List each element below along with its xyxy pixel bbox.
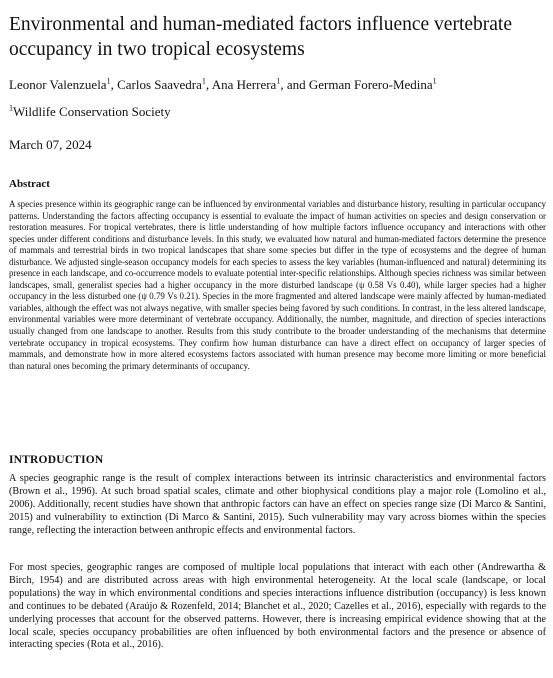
author-separator: , <box>110 77 118 92</box>
author-separator: , <box>205 77 212 92</box>
author-name: Carlos Saavedra <box>117 77 202 92</box>
affiliation-mark: 1 <box>201 76 206 86</box>
affiliation-name: Wildlife Conservation Society <box>13 104 171 119</box>
author-name: German Forero-Medina <box>308 77 433 92</box>
author-separator: , and <box>280 77 309 92</box>
affiliation-mark: 1 <box>276 76 281 86</box>
affiliation <box>9 104 549 120</box>
author-list <box>9 77 549 93</box>
affiliation-mark: 1 <box>432 76 437 86</box>
affiliation-mark: 1 <box>9 103 13 113</box>
introduction-paragraph: A species geographic range is the result of complex interactions between its intrinsic characteristics and environmental factors (Brown et al., 1996). At such broad spatial scales, climate and other biophysical conditions play a major role (Lomolino et al., 2006). Additionally, recent studies have shown that anthropic factors can have an effect on species range size (Di Marco & Santini, 2015) and vulnerability to extinction (Di Marco & Santini, 2015). Such vulnerability may vary across biomes within the species range, reflecting the interaction between anthropic effects and environmental factors. <box>9 473 546 536</box>
author-name: Ana Herrera <box>211 77 277 92</box>
paper-title: Environmental and human-mediated factors influence vertebrate occupancy in two tropical ecosystems <box>9 14 512 60</box>
publication-date: March 07, 2024 <box>9 137 92 152</box>
introduction-paragraph: For most species, geographic ranges are composed of multiple local populations that interact with each other (Andrewartha & Birch, 1954) and are distributed across areas with high environmental heterogeneity. At the local scale (landscape, or local populations) the way in which environmental conditions and species interactions influence distribution (occupancy) is less known and continues to be debated (Araújo & Rozenfeld, 2014; Blanchet et al., 2020; Cazelles et al., 2016), especially with regards to the underlying processes that account for the observed patterns. However, there is increasing empirical evidence showing that at the local scale, species occupancy probabilities are often influenced by both environmental factors and the presence or absence of interacting species (Rota et al., 2016). <box>9 562 546 651</box>
author-name: Leonor Valenzuela <box>9 77 107 92</box>
abstract-body: A species presence within its geographic range can be influenced by environmental variables and disturbance history, resulting in particular occupancy patterns. Understanding the factors affecting occupancy is essential to evaluate the impact of human activities on species and design conservation or restoration measures. For tropical vertebrates, there is little understanding of how multiple factors influence occupancy and interactions with other species under different conditions and disturbance levels. In this study, we evaluated how natural and human-mediated factors determine the presence of mammals and terrestrial birds in two tropical landscapes that share some species but differ in the type of ecosystems and the degree of human disturbance. We adjusted single-season occupancy models for each species to assess the key variables (human-influenced and natural) determining its presence in each landscape, and co-occurrence models to evaluate potential inter-specific relationships. Although species richness was similar between landscapes, small, generalist species had a higher occupancy in the more disturbed landscape (ψ 0.58 Vs 0.40), while larger species had a higher occupancy in the less disturbed one (ψ 0.79 Vs 0.21). Species in the more fragmented and altered landscape were mainly affected by human-mediated variables, although the effect was not always negative, with smaller species being favored by such conditions. In contrast, in the less altered landscape, environmental variables were more determinant of vertebrate occupancy. Additionally, the number, magnitude, and direction of species interactions usually changed from one landscape to another. Results from this study contribute to the broader understanding of the mechanisms that determine vertebrate occupancy in tropical ecosystems. They confirm how human disturbance can have a direct effect on occupancy of larger species of mammals, and demonstrate how in more altered ecosystems factors associated with human presence may become more limiting or more beneficial than natural ones becoming the primary determinants of occupancy. <box>9 199 546 371</box>
affiliation-mark: 1 <box>106 76 111 86</box>
abstract-heading: Abstract <box>9 178 50 190</box>
introduction-heading: INTRODUCTION <box>9 454 104 466</box>
